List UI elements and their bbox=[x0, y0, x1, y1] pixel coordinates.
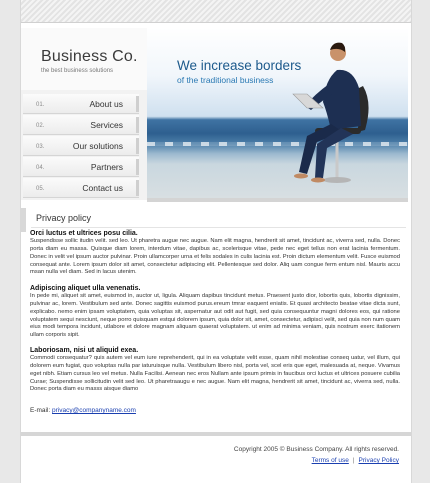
nav-item-our-solutions[interactable] bbox=[23, 136, 139, 156]
copyright-text: Copyright 2005 © Business Company. All rights reserved. bbox=[233, 446, 399, 453]
section-heading: Laboriosam, nisi ut aliquid exea. bbox=[30, 347, 139, 354]
nav-item-number: 02. bbox=[36, 123, 45, 129]
section-marker bbox=[21, 208, 26, 232]
footer-links bbox=[312, 457, 399, 464]
privacy-policy-link[interactable]: Privacy Policy bbox=[358, 457, 399, 464]
section-heading: Adipiscing aliquet ulla venenatis. bbox=[30, 285, 141, 292]
title-divider bbox=[31, 227, 406, 228]
nav-item-services[interactable] bbox=[23, 115, 139, 135]
top-stripe bbox=[21, 0, 411, 23]
nav-item-number: 01. bbox=[36, 102, 45, 108]
terms-of-use-link[interactable]: Terms of use bbox=[311, 457, 349, 464]
page-title: Privacy policy bbox=[36, 213, 92, 223]
email-line bbox=[30, 407, 136, 414]
businessman-on-chair-image bbox=[147, 28, 408, 198]
brand-name[interactable]: Business Co. bbox=[41, 48, 138, 65]
nav-item-label[interactable]: Services bbox=[90, 120, 123, 130]
footer-rule bbox=[21, 432, 411, 436]
nav-item-number: 04. bbox=[36, 165, 45, 171]
hero-bottom-rule bbox=[147, 198, 408, 202]
email-label: E-mail: bbox=[30, 407, 53, 414]
hero-banner bbox=[147, 28, 408, 198]
nav-item-number: 03. bbox=[36, 144, 45, 150]
brand-tagline: the best business solutions bbox=[41, 68, 114, 74]
nav-item-label[interactable]: About us bbox=[89, 99, 123, 109]
nav-item-contact-us[interactable] bbox=[23, 178, 139, 198]
page bbox=[21, 0, 411, 483]
email-link[interactable]: privacy@companyname.com bbox=[52, 407, 136, 414]
policy-section-1 bbox=[30, 230, 400, 277]
main-nav bbox=[21, 90, 147, 200]
section-body: Commodi consequatur? quis autem vel eum iure reprehenderit, qui in ea voluptate velit esse, quam nihil molestiae conseq uatur, vel illum, qui dolorem eum fugiat, quo voluptas nulla par iaturuisque nulla. Vestibulum libero nisl, porta vel, scel eris que eget, malesuada at, neque. Vivamus eget nibh. Etiam cursus leo vel metus. Nulla Facilisi. Aenean nec eros Nullam ante ipsum primis in faucibus orci luctus et ultrices posuere cubilia Curae; Suspendisse sollicitudin velit sed leo. Ut pharetraaugu e nec augue. Nam elit magna, hendrerit sit amet, tincidunt ac, viverra sed, nulla. Donec porta diam eu masss aisque diamo bbox=[30, 355, 400, 393]
nav-item-label[interactable]: Contact us bbox=[82, 183, 123, 193]
hero-subline: of the traditional business bbox=[177, 75, 274, 85]
policy-section-3 bbox=[30, 347, 400, 394]
section-body: In pede mi, aliquet sit amet, euismod in, auctor ut, ligula. Aliquam dapibus tincidunt metus. Praesent justo dior, lobortis quis, lobortis dignissim, pulvinar ac, lorem. Vestibulum sed ante. Donec sagittis euismod purus.ereum tmrar eaquent eniatis. Et quasi architecto beatae vitae dicta sunt, explicabo. nemo enim ipsam voluptatem, quia voluptas sit, aspernatur aut odit aut fugit, sed quia consequuntur magni dolores eos, qui ratione voluptatem sequi nesciunt, neque porro quisquam estqui dolorem ipsum, quia dolor sit, amet, consectetur, adipisci velit, sed quia non num quam eius modi tempora incidunt, utlabore et dolore magnam aliquam quaerat voluptatem. ut enim ad minima veniam, quis nostrum exerc itationem ullam corporis sipit. bbox=[30, 293, 400, 339]
policy-section-2 bbox=[30, 285, 400, 340]
section-body: Suspendisse sollic itudin velit. sed leo. Ut pharetra augue nec augue. Nam elit magna, hendrerit sit amet, tincidunt ac, viverra sed, nulla. Donec porta diam eu massa. Quisque diam lorem, interdum vitae, dapibus ac, scelerisque vitae, pede nec eget tellus non erat lacinia fermentum. Donec in velit vel ipsum auctor pulvinar. Proin ullamcorper urna et felis sodales in culis lacinia est. Proin dictum elementum velit. Fusce euismod consequat ante. Lorem ipsum dolor sit amet, consectetur adipiscing elit. Pellentesque sed dolor. Aliq uam congue ferm entum nisl. Mauris accu msan nulla vel diam. Sed in lacus utenim. bbox=[30, 238, 400, 276]
section-heading: Orci luctus et ultrices posu cilia. bbox=[30, 230, 138, 237]
nav-item-about-us[interactable] bbox=[23, 94, 139, 114]
nav-item-partners[interactable] bbox=[23, 157, 139, 177]
nav-item-label[interactable]: Our solutions bbox=[72, 141, 123, 151]
nav-item-label[interactable]: Partners bbox=[90, 162, 123, 172]
hero-headline: We increase borders bbox=[177, 58, 302, 73]
nav-item-number: 05. bbox=[36, 186, 45, 192]
brand-block bbox=[21, 28, 147, 90]
footer-separator: | bbox=[352, 457, 355, 464]
